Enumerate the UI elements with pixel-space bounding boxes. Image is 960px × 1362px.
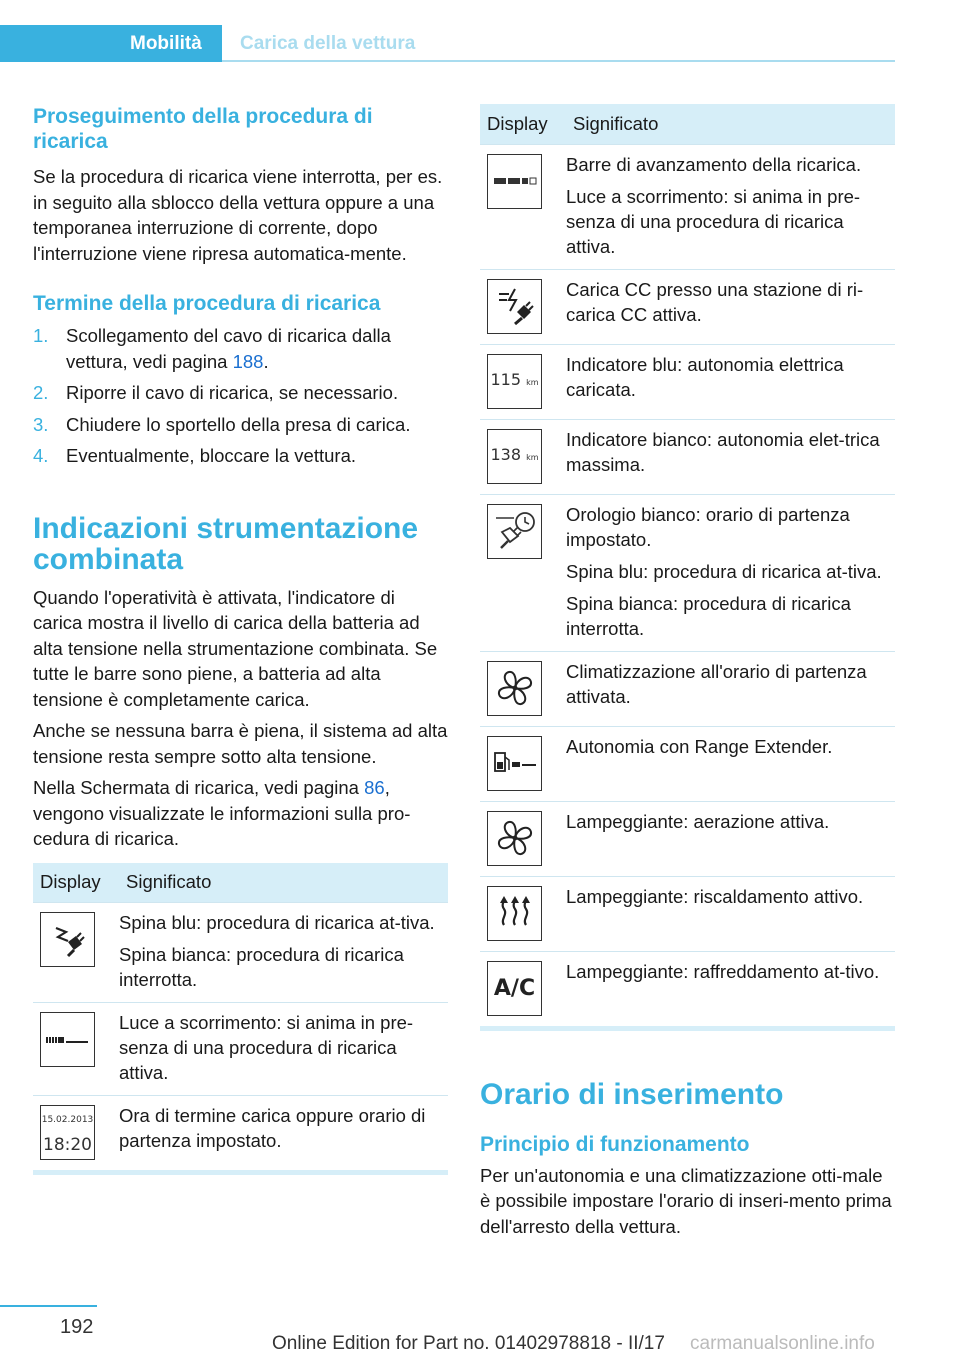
heading-continue-charging: Proseguimento della procedura di ricarica [33, 105, 373, 153]
watermark: carmanualsonline.info [690, 1333, 875, 1354]
range-extender-icon [487, 736, 542, 791]
table-row: Climatizzazione all'orario di partenza attivata. [480, 651, 895, 726]
clock-plug-icon [487, 504, 542, 559]
column-header-meaning: Significato [119, 863, 448, 903]
heading-instrument-cluster: Indicazioni strumentazione combinata [33, 511, 419, 576]
table-row: 115 km Indicatore blu: autonomia elettrica caricata. [480, 344, 895, 419]
range-blue-icon: 115 km [487, 354, 542, 409]
table-row: Lampeggiante: aerazione attiva. [480, 801, 895, 876]
heading-end-charging: Termine della procedura di ricarica [33, 292, 381, 315]
paragraph-cluster-3: Nella Schermata di ricarica, vedi pagina 86, vengono visualizzate le informazioni sulla pro-cedura di ricarica. [33, 777, 411, 849]
display-table-right [480, 104, 895, 1026]
paragraph-continue-charging: Se la procedura di ricarica viene interrotta, per es. in seguito alla sblocco della vettura oppure a una temporanea interruzione di corrente, dopo l'interruzione viene ripresa automatica-mente. [33, 166, 443, 264]
progress-bars-icon [487, 154, 542, 209]
plug-icon [40, 912, 95, 967]
page-link[interactable]: 86 [364, 777, 385, 798]
table-row: Barre di avanzamento della ricarica. Luce a scorrimento: si anima in pre-senza di una procedura di ricarica attiva. [480, 144, 895, 269]
fan-icon [487, 811, 542, 866]
column-header-meaning: Significato [566, 104, 895, 144]
table-row: Orologio bianco: orario di partenza impostato. Spina blu: procedura di ricarica at-tiva. Spina bianca: procedura di ricarica interrotta. [480, 494, 895, 651]
ac-icon: A/C [487, 961, 542, 1016]
paragraph-cluster-2: Anche se nessuna barra è piena, il sistema ad alta tensione resta sempre sotto alta tensione. [33, 720, 448, 767]
header-subsection: Carica della vettura [240, 33, 416, 54]
heading-working-principle: Principio di funzionamento [480, 1132, 750, 1156]
footer-rule [0, 1305, 97, 1307]
paragraph-start-time: Per un'autonomia e una climatizzazione otti-male è possibile impostare l'orario di inseri-mento prima dell'arresto della vettura. [480, 1164, 892, 1237]
right-column [480, 104, 895, 1239]
table-end-rule [33, 1170, 448, 1175]
page-header [0, 25, 895, 62]
page-number: 192 [60, 1316, 94, 1338]
clock-display-icon: 15.02.2013 18:20 [40, 1105, 95, 1160]
list-item: 1. Scollegamento del cavo di ricarica dalla vettura, vedi pagina 188. [33, 325, 391, 372]
list-item: 3. Chiudere lo sportello della presa di carica. [33, 413, 411, 435]
table-row: 15.02.2013 18:20 Ora di termine carica oppure orario di partenza impostato. [33, 1096, 448, 1171]
header-section: Mobilità [130, 33, 202, 54]
page-link[interactable]: 188 [232, 350, 264, 372]
header-rule [222, 60, 895, 62]
battery-bars-icon [40, 1012, 95, 1067]
range-white-icon: 138 km [487, 429, 542, 484]
table-row: Carica CC presso una stazione di ri-carica CC attiva. [480, 269, 895, 344]
heating-icon [487, 886, 542, 941]
table-end-rule [480, 1026, 895, 1031]
table-row: Lampeggiante: riscaldamento attivo. [480, 876, 895, 951]
paragraph-cluster-1: Quando l'operatività è attivata, l'indicatore di carica mostra il livello di carica della batteria ad alta tensione nella strumentazione combinata. Se tutte le barre sono piene, a batteria ad alta tensione è completamente carica. [33, 586, 438, 710]
edition-note: Online Edition for Part no. 01402978818 - II/17 [272, 1333, 665, 1354]
dc-charging-icon [487, 279, 542, 334]
heading-start-time: Orario di inserimento [480, 1077, 784, 1111]
column-header-display: Display [33, 863, 119, 903]
steps-list [33, 323, 448, 469]
list-item: 2. Riporre il cavo di ricarica, se necessario. [33, 382, 399, 403]
table-row: Luce a scorrimento: si anima in pre-senza di una procedura di ricarica attiva. [33, 1003, 448, 1096]
table-row: 138 km Indicatore bianco: autonomia elet-trica massima. [480, 419, 895, 494]
table-row: Autonomia con Range Extender. [480, 726, 895, 801]
display-table-left [33, 863, 448, 1171]
left-column [33, 104, 448, 1175]
list-item: 4. Eventualmente, bloccare la vettura. [33, 445, 356, 466]
table-row: A/C Lampeggiante: raffreddamento at-tivo. [480, 951, 895, 1026]
fan-icon [487, 661, 542, 716]
column-header-display: Display [480, 104, 566, 144]
table-row: Spina blu: procedura di ricarica at-tiva. Spina bianca: procedura di ricarica interrotta. [33, 903, 448, 1003]
